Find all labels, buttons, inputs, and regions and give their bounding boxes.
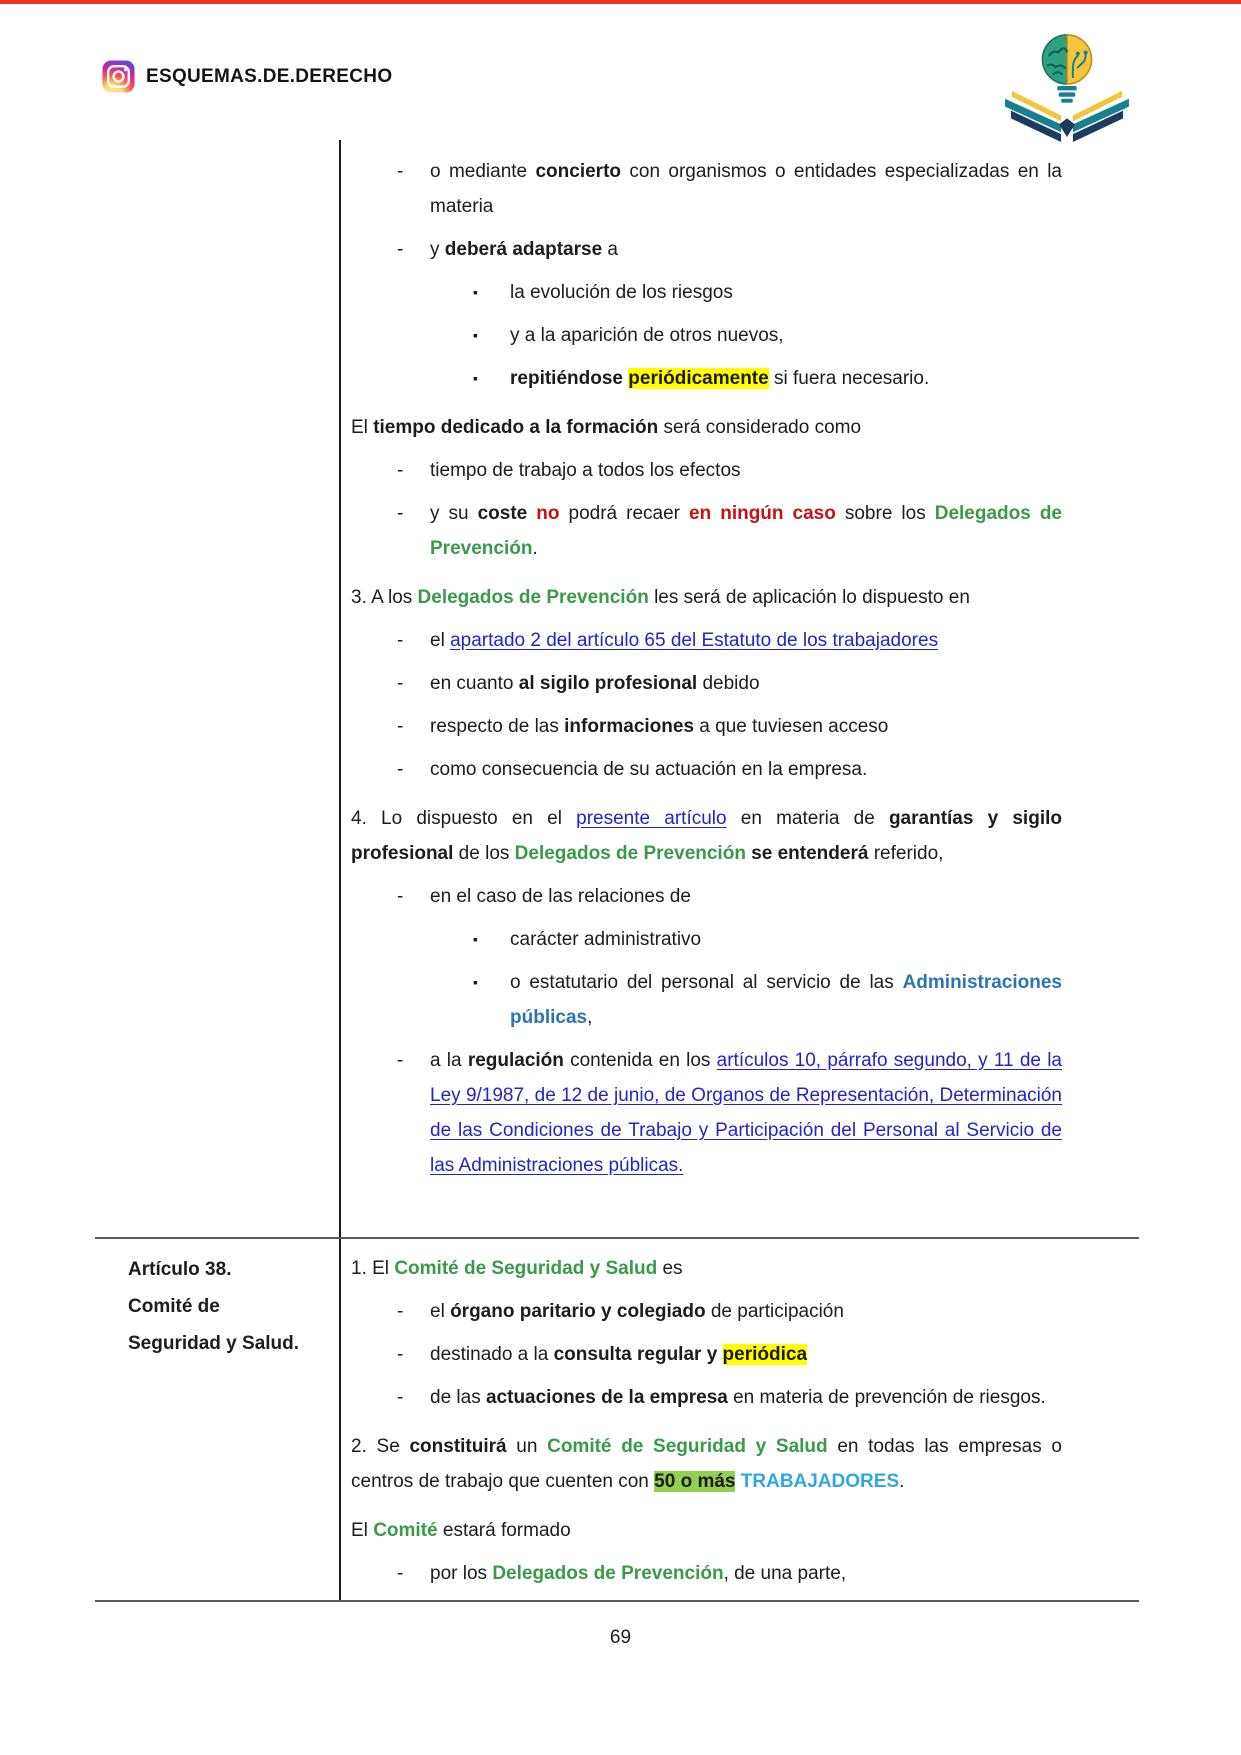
text-segment: en ningún caso	[689, 503, 836, 524]
text-segment: tiempo de trabajo a todos los efectos	[430, 460, 741, 481]
text-segment: estará formado	[437, 1520, 571, 1541]
list-item	[351, 1294, 1062, 1329]
list-item	[351, 496, 1062, 566]
text-segment: de los	[453, 843, 515, 864]
list-item	[351, 1556, 1062, 1591]
text-segment: en cuanto	[430, 673, 519, 694]
instagram-icon	[102, 60, 135, 93]
list-item	[351, 879, 1062, 914]
text-segment: contenida en los	[563, 1050, 717, 1071]
text-segment: tiempo dedicado a la formación	[373, 417, 659, 438]
paragraph	[351, 1251, 1062, 1286]
paragraph	[351, 410, 1062, 445]
text-segment: es	[657, 1258, 683, 1279]
text-segment: periódica	[722, 1344, 808, 1365]
text-segment: 2. Se	[351, 1436, 410, 1457]
text-segment: 1. El	[351, 1258, 395, 1279]
list-item	[351, 361, 1062, 396]
text-segment: el	[430, 630, 451, 651]
text-segment: el	[430, 1301, 451, 1322]
list-item	[351, 453, 1062, 488]
text-segment	[717, 1344, 722, 1365]
text-segment: debido	[697, 673, 760, 694]
paragraph	[351, 1429, 1062, 1499]
text-segment: .	[899, 1471, 905, 1492]
brand-name: ESQUEMAS.DE.DERECHO	[146, 65, 393, 87]
list-item	[351, 709, 1062, 744]
text-segment: actuaciones de la empresa	[485, 1387, 728, 1408]
link[interactable]: presente artículo	[576, 808, 727, 829]
book-lightbulb-logo	[997, 26, 1137, 144]
text-segment: informaciones	[564, 716, 695, 737]
text-segment: y	[430, 239, 445, 260]
paragraph	[351, 1513, 1062, 1548]
list-item	[351, 232, 1062, 267]
notes-column	[339, 140, 1062, 1237]
text-segment: o mediante	[430, 161, 536, 182]
text-segment: .	[532, 538, 538, 559]
text-segment: 50 o más	[654, 1471, 736, 1492]
text-segment	[527, 503, 536, 524]
text-segment: a la	[430, 1050, 468, 1071]
text-segment: por los	[430, 1563, 493, 1584]
text-segment: Comité	[373, 1520, 438, 1541]
article-38-row	[95, 1237, 1139, 1602]
list-item	[351, 965, 1062, 1035]
text-segment: en el caso de las relaciones de	[430, 886, 691, 907]
text-segment: se entenderá	[751, 843, 869, 864]
paragraph	[351, 801, 1062, 871]
text-segment: Delegados de Prevención	[430, 503, 1062, 559]
text-segment: al sigilo profesional	[518, 673, 698, 694]
text-segment: El	[351, 1520, 374, 1541]
paragraph	[351, 580, 1062, 615]
text-segment: sobre los	[835, 503, 935, 524]
text-segment: en materia de prevención de riesgos.	[727, 1387, 1046, 1408]
list-item	[351, 154, 1062, 224]
text-segment: regulación	[467, 1050, 564, 1071]
text-segment: destinado a la	[430, 1344, 554, 1365]
list-item	[351, 275, 1062, 310]
text-segment: a que tuviesen acceso	[694, 716, 889, 737]
text-segment: Delegados de Prevención	[492, 1563, 724, 1584]
text-segment: constituirá	[409, 1436, 507, 1457]
text-segment: en materia de	[726, 808, 889, 829]
text-segment: de participación	[705, 1301, 844, 1322]
list-item	[351, 623, 1062, 658]
text-segment: un	[506, 1436, 548, 1457]
link[interactable]: artículos 10, párrafo segundo, y 11 de la Ley 9/1987, de 12 de junio, de Organos de Representación, Determinación de las Condiciones de Trabajo y Participación del Personal al Servicio de las Administraciones públicas.	[430, 1050, 1062, 1176]
text-segment: como consecuencia de su actuación en la empresa.	[430, 759, 868, 780]
article-38-title-cell	[95, 1239, 339, 1600]
text-segment: y su	[430, 503, 478, 524]
list-item	[351, 1043, 1062, 1183]
page-number: 69	[609, 1627, 632, 1648]
text-segment: Administraciones públicas	[510, 972, 1062, 1028]
text-segment: carácter administrativo	[510, 929, 702, 950]
text-segment: órgano paritario y colegiado	[450, 1301, 706, 1322]
article-38-title: Artículo 38. Comité de Seguridad y Salud.	[128, 1259, 300, 1354]
text-segment: respecto de las	[430, 716, 565, 737]
list-item	[351, 1337, 1062, 1372]
text-segment: podrá recaer	[559, 503, 690, 524]
text-segment: consulta regular y	[553, 1344, 718, 1365]
list-item	[351, 318, 1062, 353]
text-segment: 4. Lo dispuesto en el	[351, 808, 577, 829]
text-segment: Comité de Seguridad y Salud	[547, 1436, 828, 1457]
top-accent-bar	[0, 0, 1241, 4]
text-segment: a	[602, 239, 618, 260]
text-segment: , de una parte,	[723, 1563, 847, 1584]
text-segment: Delegados de Prevención	[514, 843, 746, 864]
brand-header	[102, 60, 392, 93]
page-footer	[0, 1620, 1241, 1655]
text-segment: periódicamente	[628, 368, 769, 389]
text-segment: El	[351, 417, 374, 438]
text-segment: será considerado como	[658, 417, 862, 438]
link[interactable]: apartado 2 del artículo 65 del Estatuto de los trabajadores	[450, 630, 939, 651]
text-segment: ,	[587, 1007, 593, 1028]
text-segment: concierto	[535, 161, 622, 182]
text-segment: TRABAJADORES	[740, 1471, 900, 1492]
list-item	[351, 922, 1062, 957]
list-item	[351, 1380, 1062, 1415]
text-segment: y a la aparición de otros nuevos,	[510, 325, 784, 346]
text-segment: les será de aplicación lo dispuesto en	[648, 587, 970, 608]
list-item	[351, 752, 1062, 787]
text-segment: de las	[430, 1387, 486, 1408]
text-segment: coste	[477, 503, 528, 524]
text-segment: referido,	[868, 843, 944, 864]
text-segment: repitiéndose	[510, 368, 623, 389]
text-segment: si fuera necesario.	[768, 368, 930, 389]
text-segment: 3. A los	[351, 587, 418, 608]
text-segment: o estatutario del personal al servicio de las	[510, 972, 903, 993]
article-38-content-cell	[339, 1239, 1139, 1600]
text-segment: Delegados de Prevención	[417, 587, 649, 608]
text-segment: no	[536, 503, 560, 524]
text-segment: deberá adaptarse	[444, 239, 603, 260]
text-segment: Comité de Seguridad y Salud	[394, 1258, 658, 1279]
text-segment: garantías y sigilo profesional	[351, 808, 1062, 864]
text-segment: en todas las empresas o centros de trabajo que cuenten con	[351, 1436, 1062, 1492]
list-item	[351, 666, 1062, 701]
text-segment: con organismos o entidades especializadas en la materia	[430, 161, 1062, 217]
text-segment: la evolución de los riesgos	[510, 282, 733, 303]
